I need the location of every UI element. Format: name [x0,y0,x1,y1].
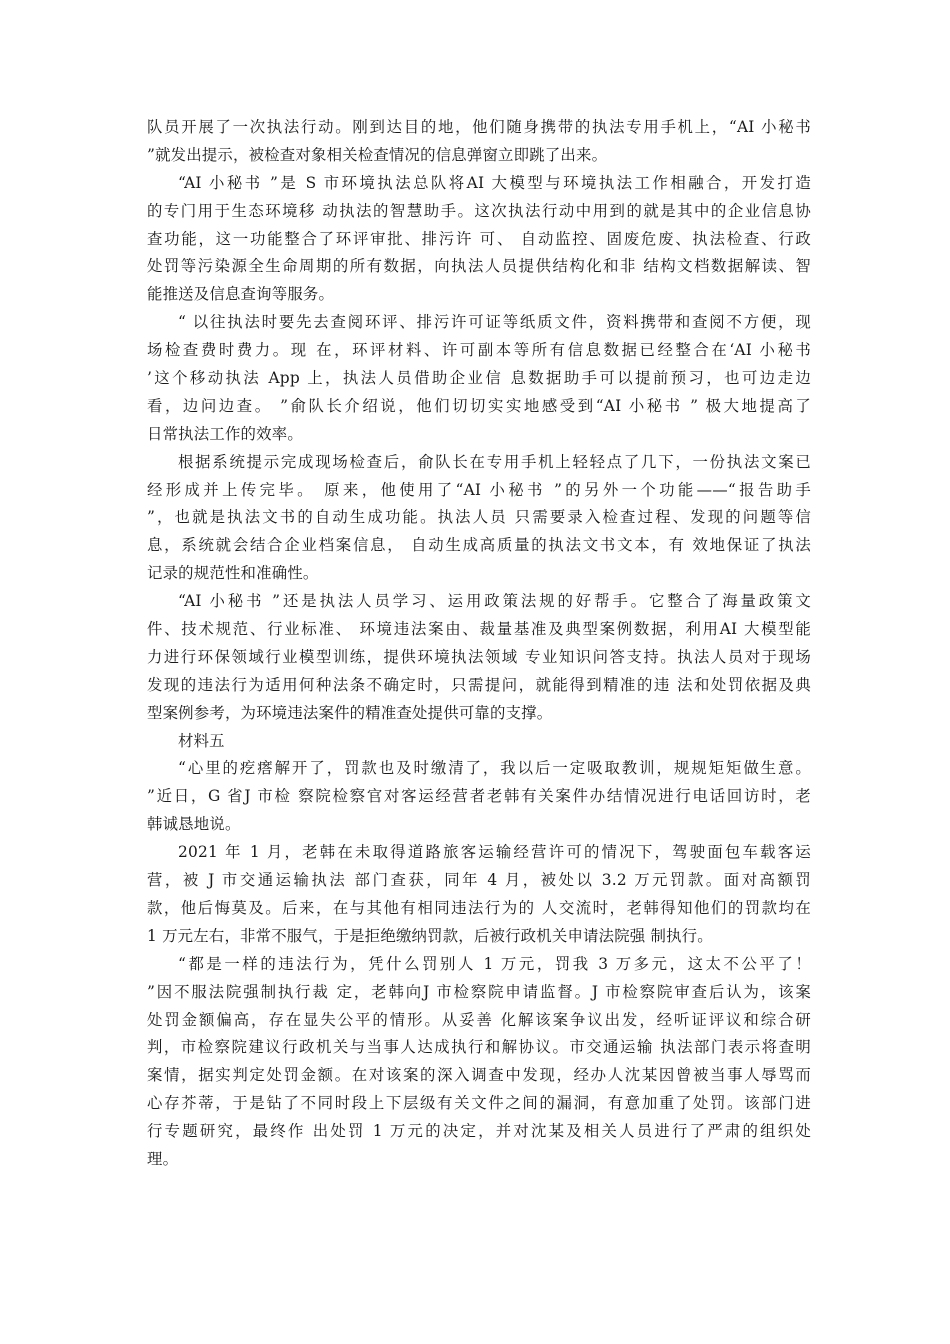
text-line: 款，他后悔莫及。后来，在与其他有相同违法行为的 人交流时，老韩得知他们的罚款均在 [147,898,811,917]
text-line: ”因不服法院强制执行裁 定，老韩向J 市检察院申请监督。J 市检察院审查后认为，该案 [147,982,811,1001]
text-line: ”，也就是执法文书的自动生成功能。执法人员 只需要录入检查过程、发现的问题等信 [147,508,811,527]
text-line: 场检查费时费力。现 在，环评材料、许可副本等所有信息数据已经整合在‘AI 小秘书 [147,341,811,360]
text-line: 件、技术规范、行业标准、 环境违法案由、裁量基准及典型案例数据，利用AI 大模型能 [147,620,811,639]
text-line: “心里的疙瘩解开了，罚款也及时缴清了，我以后一定吸取教训，规规矩矩做生意。 [178,759,811,778]
text-line: 能推送及信息查询等服务。 [147,285,335,304]
text-line: ’这个移动执法 App 上，执法人员借助企业信 息数据助手可以提前预习，也可边走边 [147,369,811,388]
text-line: 1 万元左右，非常不服气，于是拒绝缴纳罚款，后被行政机关申请法院强 制执行。 [147,926,713,945]
text-line: “都是一样的违法行为，凭什么罚别人 1 万元，罚我 3 万多元，这太不公平了！ [178,954,811,973]
text-line: 看，边问边查。 ”俞队长介绍说，他们切切实实地感受到“AI 小秘书 ” 极大地提高了 [147,396,811,415]
text-line: 力进行环保领域行业模型训练，提供环境执法领域 专业知识问答支持。执法人员对于现场 [147,647,811,666]
text-line: 处罚等污染源全生命周期的所有数据，向执法人员提供结构化和非 结构文档数据解读、智 [147,257,811,276]
text-line: “AI 小秘书 ”还是执法人员学习、运用政策法规的好帮手。它整合了海量政策文 [178,592,811,611]
text-line: 韩诚恳地说。 [147,815,241,834]
text-line: 材料五 [178,731,225,750]
text-line: 2021 年 1 月，老韩在未取得道路旅客运输经营许可的情况下，驾驶面包车载客运 [178,843,811,862]
text-line: 判，市检察院建议行政机关与当事人达成执行和解协议。市交通运输 执法部门表示将查明 [147,1038,811,1057]
text-line: 心存芥蒂，于是钻了不同时段上下层级有关文件之间的漏洞，有意加重了处罚。该部门进 [147,1094,811,1113]
text-line: “AI 小秘书 ”是 S 市环境执法总队将AI 大模型与环境执法工作相融合，开发打造 [178,173,811,192]
text-line: 发现的违法行为适用何种法条不确定时，只需提问，就能得到精准的违 法和处罚依据及典 [147,675,811,694]
text-line: 日常执法工作的效率。 [147,424,303,443]
text-line: 营，被 J 市交通运输执法 部门查获，同年 4 月，被处以 3.2 万元罚款。面对高额罚 [147,871,811,890]
text-line: 型案例参考，为环境违法案件的精准查处提供可靠的支撑。 [147,703,553,722]
text-line: 查功能，这一功能整合了环评审批、排污许 可、 自动监控、固废危废、执法检查、行政 [147,229,811,248]
text-line: 理。 [147,1149,179,1168]
text-line: “ 以往执法时要先去查阅环评、排污许可证等纸质文件，资料携带和查阅不方便，现 [178,313,811,332]
text-line: 案情，据实判定处罚金额。在对该案的深入调查中发现，经办人沈某因曾被当事人辱骂而 [147,1066,811,1085]
text-line: 处罚金额偏高，存在显失公平的情形。从妥善 化解该案争议出发，经听证评议和综合研 [147,1010,811,1029]
text-line: 息，系统就会结合企业档案信息， 自动生成高质量的执法文书文本，有 效地保证了执法 [147,536,811,555]
text-line: 队员开展了一次执法行动。刚到达目的地，他们随身携带的执法专用手机上，“AI 小秘书 [147,118,811,136]
text-line: 根据系统提示完成现场检查后，俞队长在专用手机上轻轻点了几下，一份执法文案已 [178,452,811,471]
text-line: 经形成并上传完毕。 原来，他使用了“AI 小秘书 ”的另外一个功能——“报告助手 [147,480,811,499]
text-line: 记录的规范性和准确性。 [147,564,319,583]
text-line: ”近日，G 省J 市检 察院检察官对客运经营者老韩有关案件办结情况进行电话回访时，老 [147,787,811,806]
text-line: 的专门用于生态环境移 动执法的智慧助手。这次执法行动中用到的就是其中的企业信息协 [147,201,811,220]
text-line: ”就发出提示，被检查对象相关检查情况的信息弹窗立即跳了出来。 [147,145,608,164]
document-page [147,114,811,1174]
text-line: 行专题研究，最终作 出处罚 1 万元的决定，并对沈某及相关人员进行了严肃的组织处 [147,1122,811,1141]
